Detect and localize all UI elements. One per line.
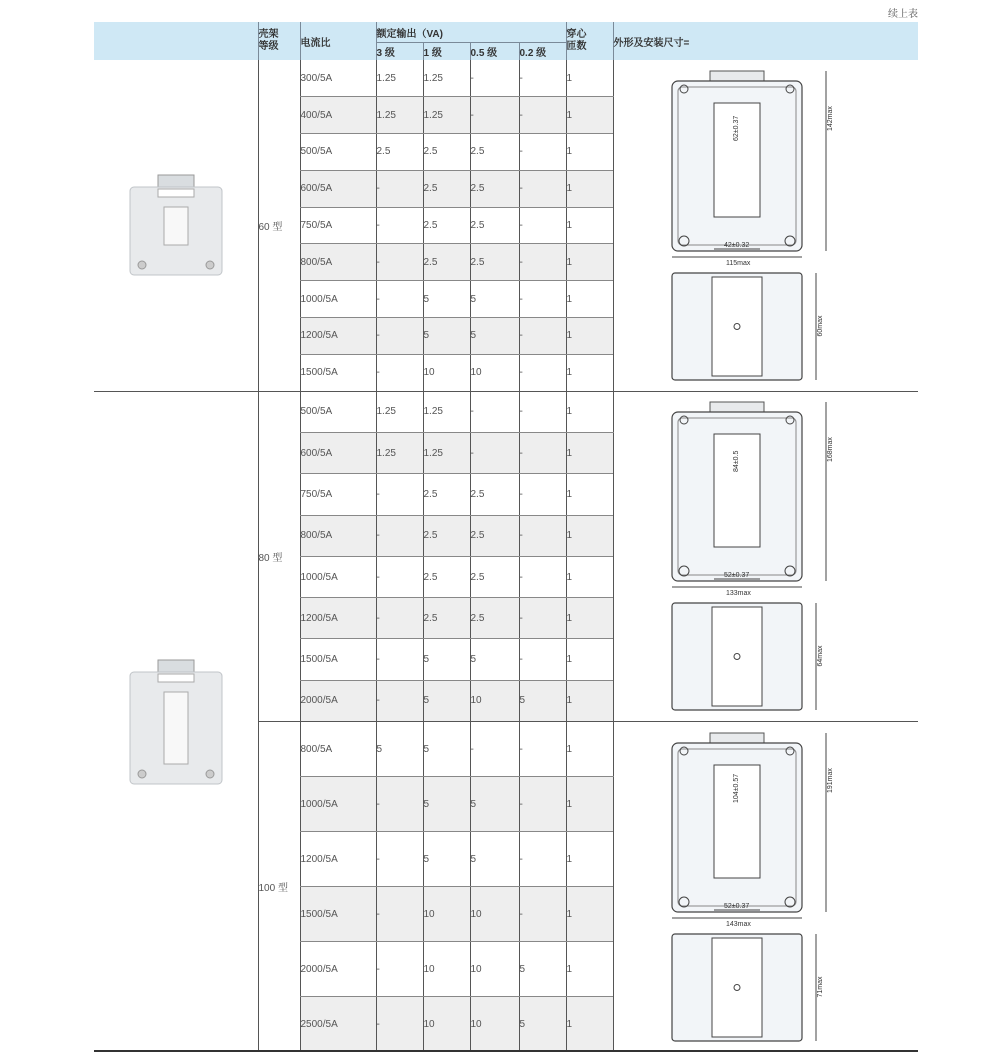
class-1-cell: 1.25 bbox=[423, 391, 470, 432]
ratio-cell: 1200/5A bbox=[300, 832, 376, 887]
ratio-cell: 1200/5A bbox=[300, 318, 376, 355]
class-1-cell: 5 bbox=[423, 777, 470, 832]
class-3-cell: - bbox=[376, 997, 423, 1052]
header-rated-output: 额定输出（VA) bbox=[376, 22, 566, 43]
class-3-cell: - bbox=[376, 281, 423, 318]
dimension-drawing bbox=[666, 729, 866, 1045]
turns-cell: 1 bbox=[566, 777, 613, 832]
ct-product-photo bbox=[128, 173, 224, 277]
class-1-cell: 5 bbox=[423, 639, 470, 680]
class-3-cell: 5 bbox=[376, 722, 423, 777]
height-dimension: 168max bbox=[826, 437, 834, 463]
turns-cell: 1 bbox=[566, 354, 613, 391]
frame-type: 100 型 bbox=[258, 722, 300, 1052]
ratio-cell: 500/5A bbox=[300, 134, 376, 171]
frame-type: 60 型 bbox=[258, 60, 300, 391]
header-ratio: 电流比 bbox=[300, 22, 376, 60]
ratio-cell: 1200/5A bbox=[300, 598, 376, 639]
ratio-cell: 1000/5A bbox=[300, 777, 376, 832]
turns-cell: 1 bbox=[566, 639, 613, 680]
class-05-cell: - bbox=[470, 97, 519, 134]
pitch-dimension: 42±0.32 bbox=[723, 241, 750, 249]
spec-table bbox=[94, 22, 918, 1052]
class-02-cell: - bbox=[519, 722, 566, 777]
table-row bbox=[94, 60, 918, 97]
class-1-cell: 2.5 bbox=[423, 134, 470, 171]
class-05-cell: 10 bbox=[470, 354, 519, 391]
class-02-cell: - bbox=[519, 515, 566, 556]
width-dimension: 143max bbox=[725, 920, 751, 928]
class-1-cell: 5 bbox=[423, 318, 470, 355]
class-05-cell: - bbox=[470, 60, 519, 97]
nameplate bbox=[158, 189, 194, 197]
ratio-cell: 600/5A bbox=[300, 170, 376, 207]
ct-product-photo bbox=[128, 658, 224, 786]
header-dimensions: 外形及安装尺寸= bbox=[613, 22, 918, 60]
class-05-cell: 2.5 bbox=[470, 556, 519, 597]
turns-cell: 1 bbox=[566, 832, 613, 887]
class-02-cell: 5 bbox=[519, 680, 566, 721]
turns-cell: 1 bbox=[566, 391, 613, 432]
mount-hole bbox=[138, 770, 146, 778]
depth-dimension: 71max bbox=[816, 976, 824, 998]
ratio-cell: 400/5A bbox=[300, 97, 376, 134]
header-turns: 穿心 匝数 bbox=[566, 22, 613, 60]
dimension-drawing-cell bbox=[613, 391, 918, 721]
class-02-cell: - bbox=[519, 134, 566, 171]
class-05-cell: 10 bbox=[470, 942, 519, 997]
header-class-02: 0.2 级 bbox=[519, 43, 566, 61]
class-02-cell: - bbox=[519, 354, 566, 391]
class-05-cell: 5 bbox=[470, 832, 519, 887]
class-3-cell: - bbox=[376, 887, 423, 942]
width-dimension: 133max bbox=[725, 590, 751, 598]
turns-cell: 1 bbox=[566, 97, 613, 134]
class-05-cell: 2.5 bbox=[470, 170, 519, 207]
ratio-cell: 2000/5A bbox=[300, 942, 376, 997]
class-1-cell: 1.25 bbox=[423, 60, 470, 97]
class-05-cell: - bbox=[470, 391, 519, 432]
class-3-cell: 2.5 bbox=[376, 134, 423, 171]
turns-cell: 1 bbox=[566, 997, 613, 1052]
dimension-drawing-cell bbox=[613, 60, 918, 391]
class-1-cell: 10 bbox=[423, 354, 470, 391]
class-02-cell: - bbox=[519, 598, 566, 639]
turns-cell: 1 bbox=[566, 598, 613, 639]
class-1-cell: 10 bbox=[423, 942, 470, 997]
class-3-cell: - bbox=[376, 318, 423, 355]
mount-hole bbox=[206, 770, 214, 778]
ratio-cell: 2000/5A bbox=[300, 680, 376, 721]
turns-cell: 1 bbox=[566, 556, 613, 597]
class-05-cell: 5 bbox=[470, 281, 519, 318]
class-02-cell: - bbox=[519, 474, 566, 515]
turns-cell: 1 bbox=[566, 134, 613, 171]
class-3-cell: - bbox=[376, 942, 423, 997]
class-05-cell: 5 bbox=[470, 777, 519, 832]
class-3-cell: - bbox=[376, 244, 423, 281]
window-dimension: 62±0.37 bbox=[732, 115, 740, 141]
ratio-cell: 750/5A bbox=[300, 207, 376, 244]
pitch-dimension: 52±0.37 bbox=[723, 572, 750, 580]
class-1-cell: 2.5 bbox=[423, 556, 470, 597]
class-02-cell: - bbox=[519, 281, 566, 318]
window-dimension: 104±0.57 bbox=[732, 773, 740, 803]
class-02-cell: 5 bbox=[519, 997, 566, 1052]
header-blank bbox=[94, 22, 258, 60]
class-1-cell: 5 bbox=[423, 722, 470, 777]
class-1-cell: 2.5 bbox=[423, 598, 470, 639]
class-05-cell: 10 bbox=[470, 887, 519, 942]
frame-type: 80 型 bbox=[258, 391, 300, 721]
class-02-cell: - bbox=[519, 777, 566, 832]
side-view-terminal bbox=[712, 938, 762, 1037]
class-05-cell: 2.5 bbox=[470, 474, 519, 515]
class-05-cell: 2.5 bbox=[470, 598, 519, 639]
ratio-cell: 750/5A bbox=[300, 474, 376, 515]
ratio-cell: 800/5A bbox=[300, 244, 376, 281]
mount-hole bbox=[138, 261, 146, 269]
turns-cell: 1 bbox=[566, 244, 613, 281]
turns-cell: 1 bbox=[566, 722, 613, 777]
class-3-cell: - bbox=[376, 207, 423, 244]
class-05-cell: 5 bbox=[470, 318, 519, 355]
class-3-cell: - bbox=[376, 598, 423, 639]
class-1-cell: 2.5 bbox=[423, 515, 470, 556]
class-1-cell: 2.5 bbox=[423, 170, 470, 207]
header-class-3: 3 级 bbox=[376, 43, 423, 61]
turns-cell: 1 bbox=[566, 281, 613, 318]
class-05-cell: 2.5 bbox=[470, 515, 519, 556]
ratio-cell: 500/5A bbox=[300, 391, 376, 432]
class-05-cell: 10 bbox=[470, 680, 519, 721]
dimension-drawing-cell bbox=[613, 722, 918, 1052]
class-05-cell: - bbox=[470, 432, 519, 473]
class-3-cell: - bbox=[376, 680, 423, 721]
class-02-cell: - bbox=[519, 97, 566, 134]
class-3-cell: 1.25 bbox=[376, 97, 423, 134]
class-1-cell: 2.5 bbox=[423, 207, 470, 244]
class-02-cell: - bbox=[519, 207, 566, 244]
class-02-cell: - bbox=[519, 244, 566, 281]
class-02-cell: - bbox=[519, 639, 566, 680]
turns-cell: 1 bbox=[566, 680, 613, 721]
class-3-cell: 1.25 bbox=[376, 432, 423, 473]
turns-cell: 1 bbox=[566, 887, 613, 942]
ratio-cell: 1000/5A bbox=[300, 281, 376, 318]
class-1-cell: 5 bbox=[423, 832, 470, 887]
mount-hole bbox=[206, 261, 214, 269]
class-1-cell: 10 bbox=[423, 887, 470, 942]
pitch-dimension: 52±0.37 bbox=[723, 902, 750, 910]
turns-cell: 1 bbox=[566, 170, 613, 207]
class-05-cell: 2.5 bbox=[470, 134, 519, 171]
class-1-cell: 5 bbox=[423, 281, 470, 318]
class-1-cell: 5 bbox=[423, 680, 470, 721]
window-dimension: 84±0.5 bbox=[732, 451, 740, 473]
side-view-terminal bbox=[712, 277, 762, 376]
class-3-cell: - bbox=[376, 474, 423, 515]
header-frame-grade: 壳架 等级 bbox=[258, 22, 300, 60]
class-1-cell: 1.25 bbox=[423, 432, 470, 473]
turns-cell: 1 bbox=[566, 432, 613, 473]
turns-cell: 1 bbox=[566, 318, 613, 355]
spec-table-body bbox=[94, 60, 918, 1052]
ratio-cell: 800/5A bbox=[300, 722, 376, 777]
continued-label: 续上表 bbox=[888, 9, 918, 20]
turns-cell: 1 bbox=[566, 207, 613, 244]
turns-cell: 1 bbox=[566, 942, 613, 997]
ratio-cell: 1500/5A bbox=[300, 639, 376, 680]
side-view-terminal bbox=[712, 607, 762, 706]
table-row bbox=[94, 391, 918, 432]
header-class-1: 1 级 bbox=[423, 43, 470, 61]
class-02-cell: - bbox=[519, 60, 566, 97]
nameplate bbox=[158, 674, 194, 682]
ct-window bbox=[164, 207, 188, 245]
width-dimension: 115max bbox=[725, 259, 751, 267]
product-photo-cell bbox=[94, 60, 258, 391]
class-02-cell: - bbox=[519, 832, 566, 887]
class-3-cell: - bbox=[376, 354, 423, 391]
class-02-cell: - bbox=[519, 887, 566, 942]
turns-cell: 1 bbox=[566, 515, 613, 556]
class-3-cell: - bbox=[376, 832, 423, 887]
ratio-cell: 800/5A bbox=[300, 515, 376, 556]
ratio-cell: 2500/5A bbox=[300, 997, 376, 1052]
class-02-cell: - bbox=[519, 391, 566, 432]
ratio-cell: 600/5A bbox=[300, 432, 376, 473]
class-3-cell: - bbox=[376, 777, 423, 832]
bottom-rule bbox=[94, 1050, 918, 1052]
height-dimension: 191max bbox=[826, 767, 834, 793]
ratio-cell: 1500/5A bbox=[300, 354, 376, 391]
dimension-drawing bbox=[666, 67, 866, 384]
class-3-cell: 1.25 bbox=[376, 60, 423, 97]
class-1-cell: 10 bbox=[423, 997, 470, 1052]
class-02-cell: 5 bbox=[519, 942, 566, 997]
class-3-cell: - bbox=[376, 639, 423, 680]
depth-dimension: 60max bbox=[816, 315, 824, 337]
turns-cell: 1 bbox=[566, 474, 613, 515]
class-3-cell: - bbox=[376, 515, 423, 556]
class-3-cell: - bbox=[376, 170, 423, 207]
ct-window bbox=[164, 692, 188, 764]
class-02-cell: - bbox=[519, 318, 566, 355]
class-1-cell: 2.5 bbox=[423, 244, 470, 281]
class-02-cell: - bbox=[519, 170, 566, 207]
class-05-cell: - bbox=[470, 722, 519, 777]
class-05-cell: 2.5 bbox=[470, 207, 519, 244]
class-05-cell: 2.5 bbox=[470, 244, 519, 281]
class-02-cell: - bbox=[519, 556, 566, 597]
depth-dimension: 64max bbox=[816, 645, 824, 667]
header-class-05: 0.5 级 bbox=[470, 43, 519, 61]
ratio-cell: 1000/5A bbox=[300, 556, 376, 597]
dimension-drawing bbox=[666, 398, 866, 714]
class-1-cell: 1.25 bbox=[423, 97, 470, 134]
class-3-cell: 1.25 bbox=[376, 391, 423, 432]
class-05-cell: 10 bbox=[470, 997, 519, 1052]
ratio-cell: 1500/5A bbox=[300, 887, 376, 942]
class-1-cell: 2.5 bbox=[423, 474, 470, 515]
class-3-cell: - bbox=[376, 556, 423, 597]
ratio-cell: 300/5A bbox=[300, 60, 376, 97]
product-photo-cell bbox=[94, 391, 258, 1051]
turns-cell: 1 bbox=[566, 60, 613, 97]
class-02-cell: - bbox=[519, 432, 566, 473]
height-dimension: 142max bbox=[826, 105, 834, 131]
class-05-cell: 5 bbox=[470, 639, 519, 680]
